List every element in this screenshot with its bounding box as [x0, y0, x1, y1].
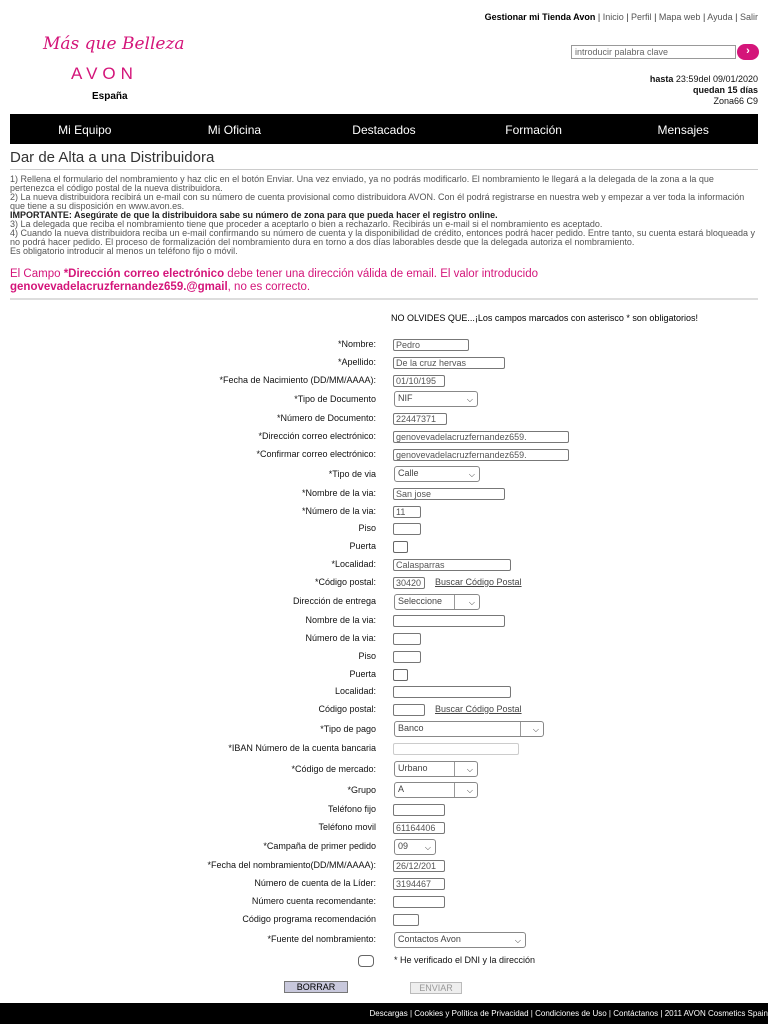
entrega-nombre-via-input[interactable] — [393, 615, 505, 627]
footer-contacto[interactable]: Contáctanos — [613, 1009, 659, 1018]
label-entrega-puerta: Puerta — [349, 669, 376, 679]
entrega-puerta-input[interactable] — [393, 669, 408, 681]
label-codigo-mercado: *Código de mercado: — [291, 764, 376, 774]
tipo-pago-select[interactable] — [394, 721, 544, 737]
entrega-buscar-codigo-postal-link[interactable]: Buscar Código Postal — [435, 704, 522, 714]
footer-copyright: 2011 AVON Cosmetics Spain — [664, 1009, 768, 1018]
slogan: Más que Belleza — [43, 34, 185, 54]
borrar-button[interactable]: BORRAR — [284, 981, 348, 993]
label-tipo-documento: *Tipo de Documento — [294, 394, 376, 404]
instructions — [10, 175, 758, 256]
label-codigo-programa: Código programa recomendación — [242, 914, 376, 924]
entrega-numero-via-input[interactable] — [393, 633, 421, 645]
piso-input[interactable] — [393, 523, 421, 535]
link-salir[interactable]: Salir — [739, 12, 758, 22]
select-separator — [520, 722, 521, 736]
label-tipo-pago: *Tipo de pago — [320, 724, 376, 734]
intro-p5: Es obligatorio introducir al menos un teléfono fijo o móvil. — [10, 246, 238, 256]
error-message — [10, 268, 758, 294]
main-nav — [10, 114, 758, 144]
intro-p3: 3) La delegada que reciba el nombramiento tiene que proceder a aceptarlo o bien a rechazarlo. Recibirás un e-mail si el nombramiento es aceptado. — [10, 219, 603, 229]
fecha-nacimiento-input[interactable]: 01/10/195 — [393, 375, 445, 387]
tipo-documento-value: NIF — [398, 393, 413, 403]
fecha-nombramiento-input[interactable]: 26/12/201 — [393, 860, 445, 872]
label-codigo-postal: *Código postal: — [314, 577, 376, 587]
nav-mensajes[interactable]: Mensajes — [657, 123, 709, 137]
label-telefono-movil: Teléfono movil — [318, 822, 376, 832]
puerta-input[interactable] — [393, 541, 408, 553]
label-piso: Piso — [358, 523, 376, 533]
search-input[interactable]: introducir palabra clave — [571, 45, 736, 59]
label-grupo: *Grupo — [347, 785, 376, 795]
label-fuente: *Fuente del nombramiento: — [267, 934, 376, 944]
label-fecha-nacimiento: *Fecha de Nacimiento (DD/MM/AAAA): — [219, 375, 376, 385]
nombre-input[interactable]: Pedro — [393, 339, 469, 351]
numero-documento-input[interactable]: 22447371 — [393, 413, 447, 425]
apellido-input[interactable]: De la cruz hervas — [393, 357, 505, 369]
direccion-entrega-select[interactable] — [394, 594, 480, 610]
footer: Descargas | Cookies y Política de Privacidad | Condiciones de Uso | Contáctanos | 2011 AVON Cosmetics Spain — [0, 1003, 768, 1024]
iban-input[interactable] — [393, 743, 519, 755]
localidad-input[interactable]: Calasparras — [393, 559, 511, 571]
error-pre: El Campo — [10, 268, 64, 280]
tipo-pago-value: Banco — [398, 723, 424, 733]
footer-condiciones[interactable]: Condiciones de Uso — [535, 1009, 607, 1018]
dni-verified-label: * He verificado el DNI y la dirección — [394, 955, 536, 965]
label-entrega-nombre-via: Nombre de la via: — [305, 615, 376, 625]
label-fecha-nombramiento: *Fecha del nombramiento(DD/MM/AAAA): — [207, 860, 376, 870]
codigo-mercado-value: Urbano — [398, 763, 428, 773]
chevron-down-icon: ⌵ — [466, 786, 473, 795]
days-left: quedan 15 días — [692, 85, 758, 95]
intro-p4: 4) Cuando la nueva distribuidora reciba un e-mail confirmando su número de cuenta y la disponibilidad de crédito, entonces podrá hacer pedido. Entre tanto, su cuenta estará bloqueada y no podrá hacer pedido. El proceso de formalización del nombramiento dura en torno a dos días laborables desde que la delegada autoriza el nombramiento. — [10, 228, 755, 247]
label-numero-via: *Número de la via: — [301, 506, 376, 516]
tipo-documento-select[interactable] — [394, 391, 478, 407]
email-input[interactable]: genovevadelacruzfernandez659. — [393, 431, 569, 443]
link-inicio[interactable]: Inicio — [602, 12, 624, 22]
required-note: NO OLVIDES QUE...¡Los campos marcados con asterisco * son obligatorios! — [391, 313, 698, 323]
label-puerta: Puerta — [349, 541, 376, 551]
chevron-down-icon: ⌵ — [514, 936, 521, 945]
campaign-deadline — [650, 74, 758, 107]
label-email: *Dirección correo electrónico: — [258, 431, 376, 441]
codigo-postal-input[interactable]: 30420 — [393, 577, 425, 589]
label-campana: *Campaña de primer pedido — [263, 841, 376, 851]
label-telefono-fijo: Teléfono fijo — [327, 804, 376, 814]
fuente-select[interactable] — [394, 932, 526, 948]
footer-cookies[interactable]: Cookies y Política de Privacidad — [414, 1009, 529, 1018]
fuente-value: Contactos Avon — [398, 934, 461, 944]
codigo-mercado-select[interactable] — [394, 761, 478, 777]
enviar-button[interactable]: ENVIAR — [410, 982, 462, 994]
link-mapa-web[interactable]: Mapa web — [658, 12, 701, 22]
label-localidad: *Localidad: — [331, 559, 376, 569]
label-cuenta-lider: Número de cuenta de la Líder: — [254, 878, 376, 888]
campana-select[interactable] — [394, 839, 436, 855]
top-links: Gestionar mi Tienda Avon | Inicio | Perfil | Mapa web | Ayuda | Salir — [484, 12, 758, 22]
page-title: Dar de Alta a una Distribuidora — [10, 149, 215, 166]
zone-label: Zona66 C9 — [713, 96, 758, 106]
direccion-entrega-value: Seleccione — [398, 596, 443, 606]
entrega-codigo-postal-input[interactable] — [393, 704, 425, 716]
footer-descargas[interactable]: Descargas — [369, 1009, 408, 1018]
telefono-fijo-input[interactable] — [393, 804, 445, 816]
manage-store-link[interactable]: Gestionar mi Tienda Avon — [484, 12, 596, 22]
codigo-programa-input[interactable] — [393, 914, 419, 926]
chevron-down-icon: ⌵ — [424, 843, 431, 852]
cuenta-recomendante-input[interactable] — [393, 896, 445, 908]
chevron-down-icon: ⌵ — [466, 395, 473, 404]
label-tipo-via: *Tipo de via — [328, 469, 376, 479]
campana-value: 09 — [398, 841, 409, 851]
nav-formacion[interactable]: Formación — [505, 123, 562, 137]
select-separator — [454, 595, 455, 609]
grupo-value: A — [398, 784, 405, 794]
select-separator — [454, 762, 455, 776]
dni-verified-checkbox[interactable] — [358, 955, 374, 967]
grupo-select[interactable] — [394, 782, 478, 798]
numero-via-input[interactable]: 11 — [393, 506, 421, 518]
label-iban: *IBAN Número de la cuenta bancaria — [228, 743, 376, 753]
label-email-confirm: *Confirmar correo electrónico: — [256, 449, 376, 459]
error-field: *Dirección correo electrónico — [63, 268, 225, 280]
chevron-down-icon: ⌵ — [466, 765, 473, 774]
search-go-icon[interactable]: › — [737, 44, 759, 60]
avon-logo[interactable]: AVON — [71, 64, 138, 83]
chevron-down-icon: ⌵ — [468, 598, 475, 607]
divider — [10, 169, 758, 170]
entrega-piso-input[interactable] — [393, 651, 421, 663]
link-perfil[interactable]: Perfil — [631, 12, 652, 22]
label-direccion-entrega: Dirección de entrega — [292, 596, 376, 606]
intro-p2: 2) La nueva distribuidora recibirá un e-mail con su número de cuenta provisional como distribuidora AVON. Con él podrá registrarse en nuestra web y empezar a ver toda la información que tiene a su disposición en www.avon.es. — [10, 192, 745, 211]
until-label: hasta — [649, 74, 674, 84]
error-mid: debe tener una dirección válida de email. El valor introducido — [224, 268, 538, 280]
error-post: , no es correcto. — [227, 281, 311, 293]
buscar-codigo-postal-link[interactable]: Buscar Código Postal — [435, 577, 522, 587]
entrega-localidad-input[interactable] — [393, 686, 511, 698]
label-apellido: *Apellido: — [337, 357, 376, 367]
tipo-via-value: Calle — [398, 468, 419, 478]
label-cuenta-recomendante: Número cuenta recomendante: — [251, 896, 376, 906]
label-entrega-piso: Piso — [358, 651, 376, 661]
intro-important: IMPORTANTE: Asegúrate de que la distribuidora sabe su número de zona para que pueda hacer el registro online. — [10, 210, 498, 220]
tipo-via-select[interactable] — [394, 466, 480, 482]
label-numero-documento: *Número de Documento: — [276, 413, 376, 423]
label-entrega-localidad: Localidad: — [334, 686, 376, 696]
link-ayuda[interactable]: Ayuda — [707, 12, 733, 22]
telefono-movil-input[interactable]: 61164406 — [393, 822, 445, 834]
nav-destacados[interactable]: Destacados — [352, 123, 416, 137]
chevron-down-icon: ⌵ — [468, 470, 475, 479]
country-label: España — [92, 91, 128, 102]
label-entrega-codigo-postal: Código postal: — [318, 704, 376, 714]
label-nombre-via: *Nombre de la via: — [301, 488, 376, 498]
email-confirm-input[interactable]: genovevadelacruzfernandez659. — [393, 449, 569, 461]
label-entrega-numero-via: Número de la via: — [305, 633, 376, 643]
nav-mi-equipo[interactable]: Mi Equipo — [58, 123, 112, 137]
cuenta-lider-input[interactable]: 3194467 — [393, 878, 445, 890]
error-value: genovevadelacruzfernandez659.@gmail — [10, 281, 228, 293]
label-nombre: *Nombre: — [337, 339, 376, 349]
divider — [10, 298, 758, 300]
intro-p1: 1) Rellena el formulario del nombramiento y haz clic en el botón Enviar. Una vez enviado, ya no podrás modificarlo. El nombramiento le llegará a la delegada de la zona a la que pertenezca el código postal de la nueva distribuidora. — [10, 174, 714, 193]
chevron-down-icon: ⌵ — [532, 725, 539, 734]
nombre-via-input[interactable]: San jose — [393, 488, 505, 500]
select-separator — [454, 783, 455, 797]
until-value: 23:59del 09/01/2020 — [673, 74, 758, 84]
nav-mi-oficina[interactable]: Mi Oficina — [207, 123, 262, 137]
